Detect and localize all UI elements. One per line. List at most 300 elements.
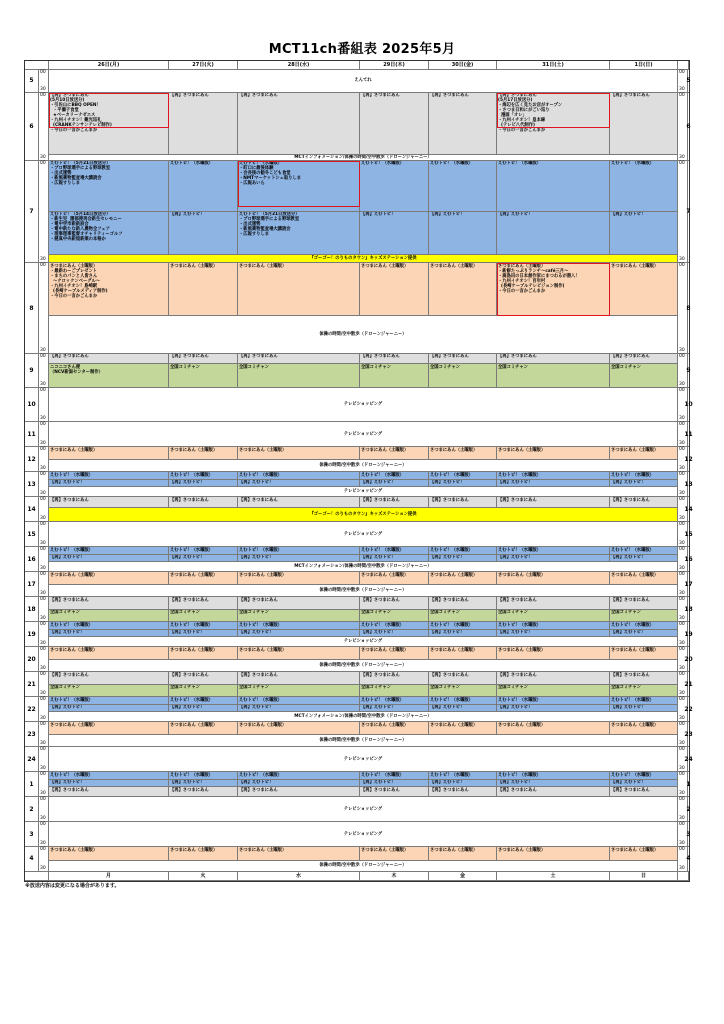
program-emtopi-rerun[interactable]: 【再】えむトピ！ — [360, 555, 429, 562]
program-nikoniko[interactable]: ニコニコさん便 （NCV新潟センター制作） — [49, 364, 169, 388]
minute-marks: 00 30 — [39, 772, 49, 797]
minute-marks-right: 00 30 — [678, 622, 688, 647]
disclaimer-note: ※放送内容は変更になる場合があります。 — [25, 883, 120, 889]
program-satsumanian-rerun[interactable]: 【再】さつまにあん — [169, 787, 238, 797]
program-satsumanian-sat-sat[interactable]: さつまにあん（土曜版） ・新鮮たっぷりランチ～café三月～ ・鹿島田の日本創作家にまつわるが潜入！ ・九州イチオシ！百年村 (長崎ケーブルテレビジョン制作) ・今日の一言かごんまか — [497, 263, 610, 316]
program-satsumanian-rerun[interactable]: 【再】さつまにあん — [49, 672, 169, 684]
minute-marks: 00 30 — [39, 161, 49, 263]
program-satsumanian-sat[interactable]: さつまにあん（土曜版） — [360, 572, 429, 584]
program-satsumanian-sat[interactable]: さつまにあん（土曜版） — [429, 847, 497, 861]
program-taiso[interactable]: 体操の時間/空中散歩（ドローンジャーニー） — [49, 585, 678, 597]
minute-marks: 00 30 — [39, 747, 49, 772]
program-satsumanian-rerun[interactable]: 【再】さつまにあん — [610, 497, 678, 508]
program-emtopi-rerun[interactable]: 【再】えむトピ！ — [49, 480, 169, 487]
hour-label-right: 9 — [688, 354, 689, 388]
program-emtopi[interactable]: えむトピ！（水曜版） — [169, 697, 238, 704]
program-satsumanian-sat[interactable]: さつまにあん（土曜版） — [497, 647, 610, 659]
program-satsumanian-sat[interactable]: さつまにあん（土曜版） — [610, 263, 678, 316]
program-satsumanian-rerun[interactable]: 【再】さつまにあん — [169, 497, 238, 508]
program-emtopi[interactable]: えむトピ！（水曜版） — [169, 547, 238, 554]
program-zenkoku-comichan[interactable]: 全国コミチャン — [497, 610, 610, 622]
program-mct-info[interactable]: MCTインフォメーション/体操の時間/空中散歩（ドローンジャーニー） — [49, 562, 678, 572]
program-satsumanian-rerun[interactable]: 【再】さつまにあん — [610, 597, 678, 609]
program-emtopi[interactable]: えむトピ！（水曜版） — [429, 161, 497, 212]
hour-label-right: 14 — [688, 497, 689, 522]
program-tv-shopping[interactable]: テレビショッピング — [49, 797, 678, 822]
program-emtopi-rerun[interactable]: 【再】えむトピ！ — [610, 480, 678, 487]
program-zenkoku-comichan[interactable]: 全国コミチャン — [429, 364, 497, 388]
program-emtopi[interactable]: えむトピ！（水曜版） — [610, 622, 678, 629]
program-emtopi-rerun[interactable]: 【再】えむトピ！ — [429, 780, 497, 787]
program-satsumanian-rerun[interactable]: 【再】さつまにあん — [238, 672, 360, 684]
program-satsumanian-sat[interactable]: さつまにあん（土曜版） — [49, 847, 169, 861]
program-emtopi-0521b[interactable]: えむトピ！（5月21日放送分） ・プロ野球選手による野球教室 ・出式運勢 ・新風薬物監査場大講読会 ・広報すりしま — [238, 212, 360, 255]
program-satsumanian-rerun[interactable]: 【再】さつまにあん — [610, 787, 678, 797]
minute-marks-right: 00 30 — [678, 597, 688, 622]
program-emtopi-0521[interactable]: えむトピ！（5月21日放送分） ・プロ野球選手による野球教室 ・出式運勢 ・新風薬物監査場大講読会 ・広報すりしま — [49, 161, 169, 212]
program-satsumanian-sat[interactable]: さつまにあん（土曜版） — [360, 847, 429, 861]
program-emtopi-wed[interactable]: えむトピ！（水曜版） ・町口に最後体験 ・会長後の勧冬こども食堂 ・NMTマーケットシェ取りしま ・広報あいら — [238, 161, 360, 212]
minute-marks: 00 30 — [39, 697, 49, 722]
minute-marks-right: 00 30 — [678, 822, 688, 847]
program-satsumanian-rerun[interactable]: 【再】さつまにあん — [497, 787, 610, 797]
program-zenkoku-comichan[interactable]: 全国コミチャン — [429, 685, 497, 697]
day-header: 26日(月) — [49, 61, 169, 70]
program-emtopi[interactable]: えむトピ！（水曜版） — [497, 161, 610, 212]
hour-label-right: 17 — [688, 572, 689, 597]
program-satsumanian-rerun[interactable]: 【再】さつまにあん — [49, 597, 169, 609]
program-satsumanian-rerun[interactable]: 【再】さつまにあん — [497, 672, 610, 684]
program-zenkoku-comichan[interactable]: 全国コミチャン — [610, 685, 678, 697]
program-satsumanian-rerun[interactable]: 【再】さつまにあん — [238, 354, 360, 364]
program-satsumanian-sat[interactable]: さつまにあん（土曜版） — [169, 447, 238, 459]
program-satsumanian-sat[interactable]: さつまにあん（土曜版） — [429, 447, 497, 459]
program-satsumanian-sat[interactable]: さつまにあん（土曜版） — [238, 647, 360, 659]
minute-marks: 00 30 — [39, 522, 49, 547]
hour-label: 23 — [25, 722, 39, 747]
program-tv-shopping[interactable]: テレビショッピング — [49, 747, 678, 772]
program-satsumanian-sat[interactable]: さつまにあん（土曜版） — [169, 847, 238, 861]
program-satsumanian-sat[interactable]: さつまにあん（土曜版） — [238, 847, 360, 861]
program-emtopi[interactable]: えむトピ！（水曜版） — [360, 697, 429, 704]
program-emtopi[interactable]: えむトピ！（水曜版） — [49, 472, 169, 479]
hour-label: 13 — [25, 472, 39, 497]
program-satsumanian-rerun[interactable]: 【再】さつまにあん — [238, 787, 360, 797]
hour-label-right: 5 — [688, 70, 689, 93]
program-emtopi[interactable]: えむトピ！（水曜版） — [610, 472, 678, 479]
program-satsumanian-rerun[interactable]: 【再】さつまにあん — [497, 354, 610, 364]
program-satsumanian-rerun[interactable]: 【再】さつまにあん — [429, 93, 497, 156]
day-footer: 土 — [497, 872, 610, 881]
minute-marks: 00 30 — [39, 572, 49, 597]
hour-label-right: 7 — [688, 161, 689, 263]
program-emtopi[interactable]: えむトピ！（水曜版） — [360, 772, 429, 779]
program-emtopi[interactable]: えむトピ！（水曜版） — [610, 547, 678, 554]
program-satsumanian-rerun[interactable]: 【再】さつまにあん — [429, 354, 497, 364]
program-emtopi[interactable]: えむトピ！（水曜版） — [169, 161, 238, 212]
program-satsumanian-sat[interactable]: さつまにあん（土曜版） — [497, 447, 610, 459]
program-emtopi[interactable]: えむトピ！（水曜版） — [497, 622, 610, 629]
program-satsumanian-rerun[interactable]: 【再】さつまにあん — [497, 597, 610, 609]
schedule-grid — [24, 60, 693, 882]
hour-label: 15 — [25, 522, 39, 547]
program-emtopi[interactable]: えむトピ！（水曜版） — [610, 697, 678, 704]
page-title: MCT11ch番組表 2025年5月 — [268, 42, 456, 57]
program-emtopi[interactable]: えむトピ！（水曜版） — [360, 622, 429, 629]
minute-marks: 00 30 — [39, 822, 49, 847]
program-satsumanian-sat-mon[interactable]: さつまにあん（土曜版） ・最新わーごプレゼント ・まちのパンと人皆さん ～クロックンベーグル～ ・九州イチオシ！島崎駅 (長崎ケーブルメディア制作) ・今日の一言かごんまか — [49, 263, 169, 316]
hour-label: 21 — [25, 672, 39, 697]
program-emtopi[interactable]: えむトピ！（水曜版） — [360, 472, 429, 479]
program-satsumanian-sat[interactable]: さつまにあん（土曜版） — [360, 647, 429, 659]
program-satsumanian-rerun[interactable]: 【再】さつまにあん — [610, 672, 678, 684]
program-satsumanian-rerun[interactable]: 【再】さつまにあん — [360, 93, 429, 156]
header-corner — [25, 61, 49, 70]
hour-label-right: 23 — [688, 722, 689, 747]
program-emtopi-rerun[interactable]: 【再】えむトピ！ — [360, 480, 429, 487]
program-satsumanian-rerun[interactable]: 【再】さつまにあん — [238, 597, 360, 609]
program-emtopi[interactable]: えむトピ！（水曜版） — [49, 547, 169, 554]
hour-label-right: 6 — [688, 93, 689, 161]
program-emtopi[interactable]: えむトピ！（水曜版） — [238, 547, 360, 554]
program-zenkoku-comichan[interactable]: 全国コミチャン — [49, 685, 169, 697]
program-satsumanian-rerun[interactable]: 【再】さつまにあん — [360, 787, 429, 797]
program-satsumanian-rerun[interactable]: 【再】さつまにあん — [49, 787, 169, 797]
program-emtopi[interactable]: えむトピ！（水曜版） — [497, 697, 610, 704]
footer-corner — [25, 872, 49, 881]
program-satsumanian-sat[interactable]: さつまにあん（土曜版） — [238, 722, 360, 734]
program-emtopi-rerun[interactable]: 【再】えむトピ！ — [429, 480, 497, 487]
program-taiso[interactable]: 体操の時間/空中散歩（ドローンジャーニー） — [49, 735, 678, 747]
program-zenkoku-comichan[interactable]: 全国コミチャン — [238, 610, 360, 622]
program-satsumanian-rerun[interactable]: 【再】さつまにあん — [169, 672, 238, 684]
program-emtopi[interactable]: えむトピ！（水曜版） — [497, 772, 610, 779]
program-gogo-norimono[interactable]: 『ゴーゴー！のりものタウン』キッズステーション提供 — [49, 255, 678, 263]
program-satsumanian-sat[interactable]: さつまにあん（土曜版） — [49, 572, 169, 584]
program-satsumanian-sat[interactable]: さつまにあん（土曜版） — [497, 722, 610, 734]
program-satsumanian-sat[interactable]: さつまにあん（土曜版） — [610, 572, 678, 584]
program-emtopi-rerun[interactable]: 【再】えむトピ！ — [429, 555, 497, 562]
minute-marks: 00 30 — [39, 672, 49, 697]
hour-label-right: 13 — [688, 472, 689, 497]
program-satsumanian-sat[interactable]: さつまにあん（土曜版） — [497, 847, 610, 861]
program-zenkoku-comichan[interactable]: 全国コミチャン — [497, 364, 610, 388]
minute-marks: 00 30 — [39, 70, 49, 93]
minute-marks: 00 30 — [39, 497, 49, 522]
hour-label: 2 — [25, 797, 39, 822]
minute-marks-right: 00 30 — [678, 722, 688, 747]
program-emtopi[interactable]: えむトピ！（水曜版） — [238, 622, 360, 629]
program-satsumanian-rerun[interactable]: 【再】さつまにあん — [360, 597, 429, 609]
hour-label-right: 22 — [688, 697, 689, 722]
program-emtopi-rerun[interactable]: 【再】えむトピ！ — [169, 480, 238, 487]
program-zenkoku-comichan[interactable]: 全国コミチャン — [610, 364, 678, 388]
program-zenkoku-comichan[interactable]: 全国コミチャン — [610, 610, 678, 622]
hour-label-right: 12 — [688, 447, 689, 472]
program-emtopi[interactable]: えむトピ！（水曜版） — [610, 161, 678, 212]
hour-label: 14 — [25, 497, 39, 522]
day-footer: 木 — [360, 872, 429, 881]
program-emtopi-rerun[interactable]: 【再】えむトピ！ — [360, 212, 429, 255]
hour-label-right: 21 — [688, 672, 689, 697]
program-emtopi-rerun[interactable]: 【再】えむトピ！ — [49, 555, 169, 562]
program-emtopi-rerun[interactable]: 【再】えむトピ！ — [238, 480, 360, 487]
hour-label-right: 1 — [688, 772, 689, 797]
program-satsumanian-0517[interactable]: 【再】さつまにあん (5月17日放送分) ・海辺を広く見たお店がオープン ・さつま日和にがごい巡り 漫画「オレ」 ・九州イチオシ！皇本線 (テレビ八代制作) ・今日の一言かごんまか — [497, 93, 610, 156]
program-emtopi-rerun[interactable]: 【再】えむトピ！ — [169, 212, 238, 255]
program-zenkoku-comichan[interactable]: 全国コミチャン — [497, 685, 610, 697]
program-emtopi-rerun[interactable]: 【再】えむトピ！ — [238, 630, 360, 637]
program-gogo-norimono[interactable]: 『ゴーゴー！のりものタウン』キッズステーション提供 — [49, 508, 678, 522]
program-satsumanian-sat[interactable]: さつまにあん（土曜版） — [238, 572, 360, 584]
day-header: 30日(金) — [429, 61, 497, 70]
program-zenkoku-comichan[interactable]: 全国コミチャン — [429, 610, 497, 622]
program-emtopi-rerun[interactable]: 【再】えむトピ！ — [238, 705, 360, 712]
hour-label: 16 — [25, 547, 39, 572]
program-satsumanian-sat[interactable]: さつまにあん（土曜版） — [169, 572, 238, 584]
minute-marks-right: 00 30 — [678, 672, 688, 697]
program-emtopi-rerun[interactable]: 【再】えむトピ！ — [49, 780, 169, 787]
program-entre[interactable]: えんてれ — [49, 70, 678, 93]
program-satsumanian-rerun[interactable]: 【再】さつまにあん — [610, 93, 678, 156]
program-satsumanian-sat[interactable]: さつまにあん（土曜版） — [429, 263, 497, 316]
program-emtopi[interactable]: えむトピ！（水曜版） — [429, 697, 497, 704]
program-satsumanian-rerun[interactable]: 【再】さつまにあん — [429, 787, 497, 797]
program-mct-info[interactable]: MCTインフォメーション/体操の時間/空中散歩（ドローンジャーニー） — [49, 712, 678, 722]
program-satsumanian-0510[interactable]: 【再】さつまにあん (5月10日放送分) ・引佐山にBBQ OPEN！ ・平瀬子食堂 ★ベーカリーナゼエス ・九州イチオシ！観光巡礼 (CRANKテンサンテレビ制作) ・今日の一言かごんまか — [49, 93, 169, 156]
minute-marks-right: 00 30 — [678, 263, 688, 354]
program-satsumanian-sat[interactable]: さつまにあん（土曜版） — [49, 722, 169, 734]
hour-label: 20 — [25, 647, 39, 672]
program-emtopi[interactable]: えむトピ！（水曜版） — [49, 622, 169, 629]
program-emtopi-rerun[interactable]: 【再】えむトピ！ — [429, 212, 497, 255]
program-emtopi[interactable]: えむトピ！（水曜版） — [49, 697, 169, 704]
program-emtopi[interactable]: えむトピ！（水曜版） — [429, 622, 497, 629]
minute-marks-right: 00 30 — [678, 522, 688, 547]
minute-marks-right: 00 30 — [678, 447, 688, 472]
hour-label-right: 18 — [688, 597, 689, 622]
program-tv-shopping[interactable]: テレビショッピング — [49, 522, 678, 547]
program-zenkoku-comichan[interactable]: 全国コミチャン — [360, 364, 429, 388]
program-satsumanian-sat[interactable]: さつまにあん（土曜版） — [49, 447, 169, 459]
program-satsumanian-rerun[interactable]: 【再】さつまにあん — [169, 93, 238, 156]
program-zenkoku-comichan[interactable]: 全国コミチャン — [49, 610, 169, 622]
program-emtopi-rerun[interactable]: 【再】えむトピ！ — [610, 630, 678, 637]
program-satsumanian-sat[interactable]: さつまにあん（土曜版） — [497, 572, 610, 584]
program-satsumanian-sat[interactable]: さつまにあん（土曜版） — [429, 722, 497, 734]
minute-marks: 00 30 — [39, 93, 49, 161]
hour-label-right: 2 — [688, 797, 689, 822]
program-satsumanian-rerun[interactable]: 【再】さつまにあん — [169, 597, 238, 609]
minute-marks: 00 30 — [39, 647, 49, 672]
minute-marks-right: 00 30 — [678, 161, 688, 263]
hour-label-right: 16 — [688, 547, 689, 572]
hour-label-right: 20 — [688, 647, 689, 672]
minute-marks: 00 30 — [39, 722, 49, 747]
program-emtopi[interactable]: えむトピ！（水曜版） — [169, 622, 238, 629]
program-emtopi-rerun[interactable]: 【再】えむトピ！ — [610, 780, 678, 787]
program-tv-shopping[interactable]: テレビショッピング — [49, 422, 678, 447]
minute-marks: 00 30 — [39, 447, 49, 472]
program-emtopi[interactable]: えむトピ！（水曜版） — [169, 772, 238, 779]
program-satsumanian-rerun[interactable]: 【再】さつまにあん — [497, 497, 610, 508]
program-emtopi[interactable]: えむトピ！（水曜版） — [360, 547, 429, 554]
program-emtopi[interactable]: えむトピ！（水曜版） — [610, 772, 678, 779]
program-emtopi-rerun[interactable]: 【再】えむトピ！ — [169, 780, 238, 787]
program-zenkoku-comichan[interactable]: 全国コミチャン — [169, 685, 238, 697]
program-satsumanian-sat[interactable]: さつまにあん（土曜版） — [49, 647, 169, 659]
hour-label: 17 — [25, 572, 39, 597]
program-emtopi[interactable]: えむトピ！（水曜版） — [238, 772, 360, 779]
hour-label: 1 — [25, 772, 39, 797]
program-zenkoku-comichan[interactable]: 全国コミチャン — [238, 364, 360, 388]
program-satsumanian-rerun[interactable]: 【再】さつまにあん — [238, 93, 360, 156]
program-emtopi-rerun[interactable]: 【再】えむトピ！ — [360, 705, 429, 712]
program-taiso[interactable]: 体操の時間/空中散歩（ドローンジャーニー） — [49, 460, 678, 472]
program-emtopi[interactable]: えむトピ！（水曜版） — [429, 772, 497, 779]
program-tv-shopping[interactable]: テレビショッピング — [49, 388, 678, 422]
hour-label-right: 4 — [688, 847, 689, 872]
program-emtopi-rerun[interactable]: 【再】えむトピ！ — [169, 555, 238, 562]
program-zenkoku-comichan[interactable]: 全国コミチャン — [169, 610, 238, 622]
program-emtopi-rerun[interactable]: 【再】えむトピ！ — [497, 212, 610, 255]
program-emtopi-rerun[interactable]: 【再】えむトピ！ — [49, 705, 169, 712]
program-zenkoku-comichan[interactable]: 全国コミチャン — [169, 364, 238, 388]
program-satsumanian-rerun[interactable]: 【再】さつまにあん — [360, 354, 429, 364]
day-footer: 火 — [169, 872, 238, 881]
program-satsumanian-rerun[interactable]: 【再】さつまにあん — [49, 497, 169, 508]
hour-label: 22 — [25, 697, 39, 722]
program-satsumanian-rerun[interactable]: 【再】さつまにあん — [429, 672, 497, 684]
day-header: 27日(火) — [169, 61, 238, 70]
day-header: 28日(水) — [238, 61, 360, 70]
minute-marks-right: 00 30 — [678, 772, 688, 797]
minute-marks-right: 00 30 — [678, 647, 688, 672]
program-satsumanian-sat[interactable]: さつまにあん（土曜版） — [169, 722, 238, 734]
program-tv-shopping[interactable]: テレビショッピング — [49, 637, 678, 647]
program-emtopi-rerun[interactable]: 【再】えむトピ！ — [360, 630, 429, 637]
program-satsumanian-rerun[interactable]: 【再】さつまにあん — [360, 672, 429, 684]
minute-marks-right: 00 30 — [678, 422, 688, 447]
program-emtopi[interactable]: えむトピ！（水曜版） — [429, 472, 497, 479]
minute-marks-right: 00 30 — [678, 497, 688, 522]
program-satsumanian-rerun[interactable]: 【再】さつまにあん — [429, 497, 497, 508]
program-tv-shopping[interactable]: テレビショッピング — [49, 487, 678, 497]
program-taiso[interactable]: 体操の時間/空中散歩（ドローンジャーニー） — [49, 660, 678, 672]
program-emtopi-rerun[interactable]: 【再】えむトピ！ — [497, 630, 610, 637]
program-emtopi[interactable]: えむトピ！（水曜版） — [429, 547, 497, 554]
hour-label-right: 15 — [688, 522, 689, 547]
day-footer: 月 — [49, 872, 169, 881]
hour-label: 24 — [25, 747, 39, 772]
program-satsumanian-rerun[interactable]: 【再】さつまにあん — [360, 497, 429, 508]
program-satsumanian-rerun[interactable]: 【再】さつまにあん — [49, 354, 169, 364]
program-emtopi-rerun[interactable]: 【再】えむトピ！ — [497, 555, 610, 562]
program-satsumanian-sat[interactable]: さつまにあん（土曜版） — [360, 447, 429, 459]
program-emtopi-rerun[interactable]: 【再】えむトピ！ — [610, 212, 678, 255]
program-emtopi-rerun[interactable]: 【再】えむトピ！ — [429, 705, 497, 712]
program-emtopi-rerun[interactable]: 【再】えむトピ！ — [497, 480, 610, 487]
program-satsumanian-sat[interactable]: さつまにあん（土曜版） — [610, 647, 678, 659]
program-emtopi[interactable]: えむトピ！（水曜版） — [497, 547, 610, 554]
program-emtopi-rerun[interactable]: 【再】えむトピ！ — [238, 780, 360, 787]
hour-label-right: 3 — [688, 822, 689, 847]
program-emtopi-rerun[interactable]: 【再】えむトピ！ — [610, 555, 678, 562]
program-satsumanian-rerun[interactable]: 【再】さつまにあん — [429, 597, 497, 609]
program-satsumanian-sat[interactable]: さつまにあん（土曜版） — [610, 847, 678, 861]
program-emtopi-rerun[interactable]: 【再】えむトピ！ — [497, 705, 610, 712]
hour-label-right: 24 — [688, 747, 689, 772]
program-tv-shopping[interactable]: テレビショッピング — [49, 822, 678, 847]
program-emtopi-rerun[interactable]: 【再】えむトピ！ — [169, 630, 238, 637]
minute-marks-right: 00 30 — [678, 697, 688, 722]
program-emtopi[interactable]: えむトピ！（水曜版） — [497, 472, 610, 479]
day-footer: 金 — [429, 872, 497, 881]
day-header: 29日(木) — [360, 61, 429, 70]
program-emtopi-rerun[interactable]: 【再】えむトピ！ — [429, 630, 497, 637]
program-satsumanian-sat[interactable]: さつまにあん（土曜版） — [238, 447, 360, 459]
program-satsumanian-rerun[interactable]: 【再】さつまにあん — [169, 354, 238, 364]
hour-label: 19 — [25, 622, 39, 647]
program-emtopi-rerun[interactable]: 【再】えむトピ！ — [49, 630, 169, 637]
minute-marks-right: 00 30 — [678, 354, 688, 388]
day-header: 1日(日) — [610, 61, 678, 70]
hour-label: 7 — [25, 161, 39, 263]
program-taiso[interactable]: 体操の時間/空中散歩（ドローンジャーニー） — [49, 861, 678, 872]
program-satsumanian-sat[interactable]: さつまにあん（土曜版） — [238, 263, 360, 316]
program-satsumanian-sat[interactable]: さつまにあん（土曜版） — [169, 647, 238, 659]
program-mct-info[interactable]: MCTインフォメーション/体操の時間/空中散歩（ドローンジャーニー） — [49, 155, 678, 160]
hour-label: 12 — [25, 447, 39, 472]
minute-marks: 00 30 — [39, 622, 49, 647]
program-taiso[interactable]: 体操の時間/空中散歩（ドローンジャーニー） — [49, 316, 678, 354]
program-zenkoku-comichan[interactable]: 全国コミチャン — [360, 685, 429, 697]
minute-marks-right: 00 30 — [678, 847, 688, 872]
program-satsumanian-rerun[interactable]: 【再】さつまにあん — [238, 497, 360, 508]
hour-label: 10 — [25, 388, 39, 422]
hour-label: 6 — [25, 93, 39, 161]
minute-marks: 00 30 — [39, 597, 49, 622]
program-emtopi-rerun[interactable]: 【再】えむトピ！ — [497, 780, 610, 787]
program-satsumanian-sat[interactable]: さつまにあん（土曜版） — [429, 572, 497, 584]
program-emtopi-rerun[interactable]: 【再】えむトピ！ — [360, 780, 429, 787]
minute-marks-right: 00 30 — [678, 70, 688, 93]
day-header: 31日(土) — [497, 61, 610, 70]
program-emtopi[interactable]: えむトピ！（水曜版） — [169, 472, 238, 479]
program-satsumanian-sat[interactable]: さつまにあん（土曜版） — [360, 263, 429, 316]
program-zenkoku-comichan[interactable]: 全国コミチャン — [238, 685, 360, 697]
hour-label: 11 — [25, 422, 39, 447]
program-emtopi[interactable]: えむトピ！（水曜版） — [360, 161, 429, 212]
minute-marks-right: 00 30 — [678, 472, 688, 497]
program-satsumanian-sat[interactable]: さつまにあん（土曜版） — [169, 263, 238, 316]
hour-label: 4 — [25, 847, 39, 872]
program-satsumanian-sat[interactable]: さつまにあん（土曜版） — [610, 722, 678, 734]
program-emtopi-rerun[interactable]: 【再】えむトピ！ — [169, 705, 238, 712]
program-emtopi-0514[interactable]: えむトピ！（5月14日放送分） ・新生児 園部便再合新生セレモニー ・電中学市新新設合 ・電中新たな新入農物全フェア ・理事理事監督オチャリティーゴルフ ・健真中央新規新薬の本格か — [49, 212, 169, 255]
program-emtopi[interactable]: えむトピ！（水曜版） — [49, 772, 169, 779]
program-satsumanian-sat[interactable]: さつまにあん（土曜版） — [610, 447, 678, 459]
program-emtopi[interactable]: えむトピ！（水曜版） — [238, 472, 360, 479]
minute-marks: 00 30 — [39, 354, 49, 388]
program-zenkoku-comichan[interactable]: 全国コミチャン — [360, 610, 429, 622]
program-satsumanian-sat[interactable]: さつまにあん（土曜版） — [429, 647, 497, 659]
program-emtopi[interactable]: えむトピ！（水曜版） — [238, 697, 360, 704]
program-satsumanian-rerun[interactable]: 【再】さつまにあん — [610, 354, 678, 364]
program-satsumanian-sat[interactable]: さつまにあん（土曜版） — [360, 722, 429, 734]
program-emtopi-rerun[interactable]: 【再】えむトピ！ — [610, 705, 678, 712]
program-emtopi-rerun[interactable]: 【再】えむトピ！ — [238, 555, 360, 562]
